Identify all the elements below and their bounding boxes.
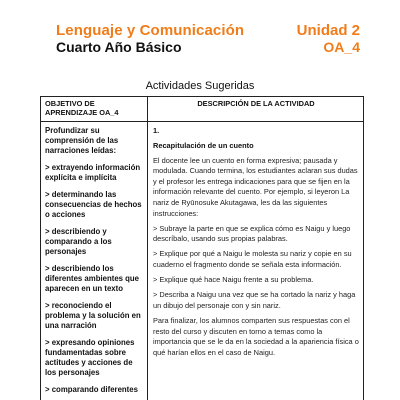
objective-item: > determinando las consecuencias de hechos o acciones <box>45 189 142 220</box>
objective-cell <box>45 126 145 400</box>
activity-instruction: > Explique qué hace Naigu frente a su problema. <box>153 275 314 285</box>
activities-table <box>40 96 364 400</box>
header-row-divider <box>41 121 363 122</box>
activity-instruction: > Explique por qué a Naigu le molesta su nariz y copie en su cuaderno el fragmento donde se señala esta información. <box>153 249 352 270</box>
objective-item: > comparando diferentes <box>45 385 138 394</box>
objective-code: OA_4 <box>323 39 360 55</box>
activity-instruction: > Subraye la parte en que se explica cómo es Naigu y luego descríbalo, usando sus propias palabras. <box>153 223 351 244</box>
activity-cell <box>153 126 359 363</box>
section-title: Actividades Sugeridas <box>145 80 255 92</box>
activity-title: Recapitulación de un cuento <box>153 140 254 150</box>
activity-instruction: > Describa a Naigu una vez que se ha cortado la nariz y haga un dibujo del personaje con y sin nariz. <box>153 290 356 310</box>
objective-item: > describiendo los diferentes ambientes que aparecen en un texto <box>45 263 140 294</box>
activity-column-header: DESCRIPCIÓN DE LA ACTIVIDAD <box>197 99 315 108</box>
objective-intro: Profundizar su comprensión de las narraciones leídas: <box>45 126 119 156</box>
objective-item: > extrayendo información explícita e implícita <box>45 163 141 183</box>
activity-paragraph: Para finalizar, los alumnos comparten sus respuestas con el resto del curso y discuten en torno a temas como la importancia que se le da en la sociedad a la apariencia física o qué harían ellos en el caso de Naigu. <box>153 315 359 357</box>
grade-title: Cuarto Año Básico <box>56 39 182 55</box>
activity-number: 1. <box>153 126 160 135</box>
objective-column-header: OBJETIVO DE APRENDIZAJE OA_4 <box>45 99 119 117</box>
column-divider <box>147 97 148 400</box>
activity-paragraph: El docente lee un cuento en forma expresiva; pausada y modulada. Cuando termina, los estudiantes aclaran sus dudas y el profesor les entrega indicaciones para que se fijen en la información relevante del cuento. Por ejemplo, si leyeron La nariz de Ryūnosuke Akutagawa, les da las siguientes instrucciones: <box>153 155 358 218</box>
subject-title: Lenguaje y Comunicación <box>56 22 245 39</box>
objective-item: > describiendo y comparando a los personajes <box>45 226 112 257</box>
unit-label: Unidad 2 <box>296 22 360 39</box>
objective-item: > expresando opiniones fundamentadas sobre actitudes y acciones de los personajes <box>45 337 135 378</box>
objective-item: > reconociendo el problema y la solución en una narración <box>45 300 141 331</box>
